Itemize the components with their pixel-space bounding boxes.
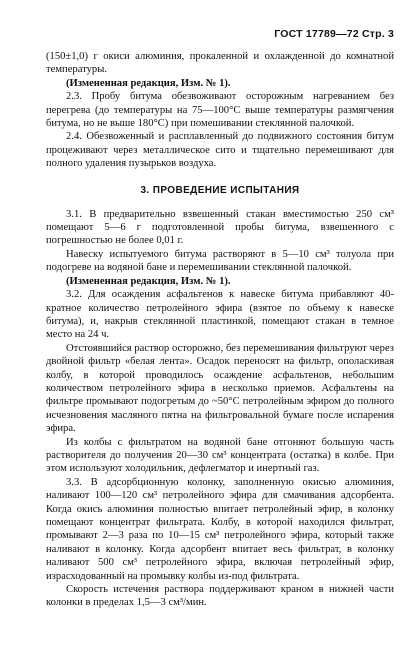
section-2-continuation: [46, 50, 394, 171]
paragraph: (150±1,0) г окиси алюминия, прокаленной и охлажденной до комнатной температуры.: [46, 51, 394, 76]
paragraph: 3.3. В адсорбционную колонку, заполненную окисью алюминия, наливают 100—120 см³ петролейного эфира для смачивания адсорбента. Когда окись алюминия полностью впитает петролейный эфир, в колонку помещают концентрат фильтрата. Колбу, в которой находился фильтрат, промывают 2—3 раза по 10—15 см³ петролейного эфира, который также наливают в колонку. Когда адсорбент впитает весь фильтрат, в колонку наливают 500 см³ петролейного эфира, включая петролейный эфир, израсходованный на промывку колбы из-под фильтрата.: [46, 476, 394, 582]
paragraph: 2.3. Пробу битума обезвоживают осторожным нагреванием без перегрева (до температуры на 75—100°С выше температуры размягчения битума, но не выше 180°С) при помешивании стеклянной палочкой.: [46, 91, 394, 130]
amendment-note: (Измененная редакция, Изм. № 1).: [66, 77, 231, 89]
paragraph: 3.2. Для осаждения асфальтенов к навеске битума прибавляют 40-кратное количество петролейного эфира (взятое по объему к навеске битума), и, накрыв стеклянной пластинкой, помещают стакан в темное место на 24 ч.: [46, 289, 394, 341]
page-header: ГОСТ 17789—72 Стр. 3: [274, 28, 394, 40]
document-body: [46, 50, 394, 610]
section-3-body: [46, 208, 394, 610]
paragraph: 2.4. Обезвоженный и расплавленный до подвижного состояния битум процеживают через металлическое сито и тщательно перемешивают для полного удаления пузырьков воздуха.: [46, 131, 394, 170]
paragraph: Отстоявшийся раствор осторожно, без перемешивания фильтруют через двойной фильтр «белая лента». Осадок переносят на фильтр, ополаскивая колбу, в которой проводилось осаждение асфальтенов, небольшим количеством петролейного эфира в несколько приемов. Асфальтены на фильтре промывают подогретым до ~50°С петролейным эфиром до полного исчезновения масляного пятна на фильтровальной бумаге после испарения эфира.: [46, 342, 394, 435]
section-title: 3. ПРОВЕДЕНИЕ ИСПЫТАНИЯ: [140, 184, 300, 196]
amendment-note: (Измененная редакция, Изм. № 1).: [66, 275, 231, 287]
paragraph: Навеску испытуемого битума растворяют в 5—10 см³ толуола при подогреве на водяной бане и перемешивании стеклянной палочкой.: [46, 248, 394, 274]
paragraph: Скорость истечения раствора поддерживают краном в нижней части колонки в пределах 1,5—3 см³/мин.: [46, 584, 394, 609]
paragraph: Из колбы с фильтратом на водяной бане отгоняют большую часть растворителя до получения 20—30 см³ концентрата (остатка) в колбе. При этом используют холодильник, дефлегматор и инертный газ.: [46, 436, 394, 475]
paragraph: 3.1. В предварительно взвешенный стакан вместимостью 250 см³ помещают 5—6 г подготовленной пробы битума, взвешенного с погрешностью не более 0,01 г.: [46, 208, 394, 247]
